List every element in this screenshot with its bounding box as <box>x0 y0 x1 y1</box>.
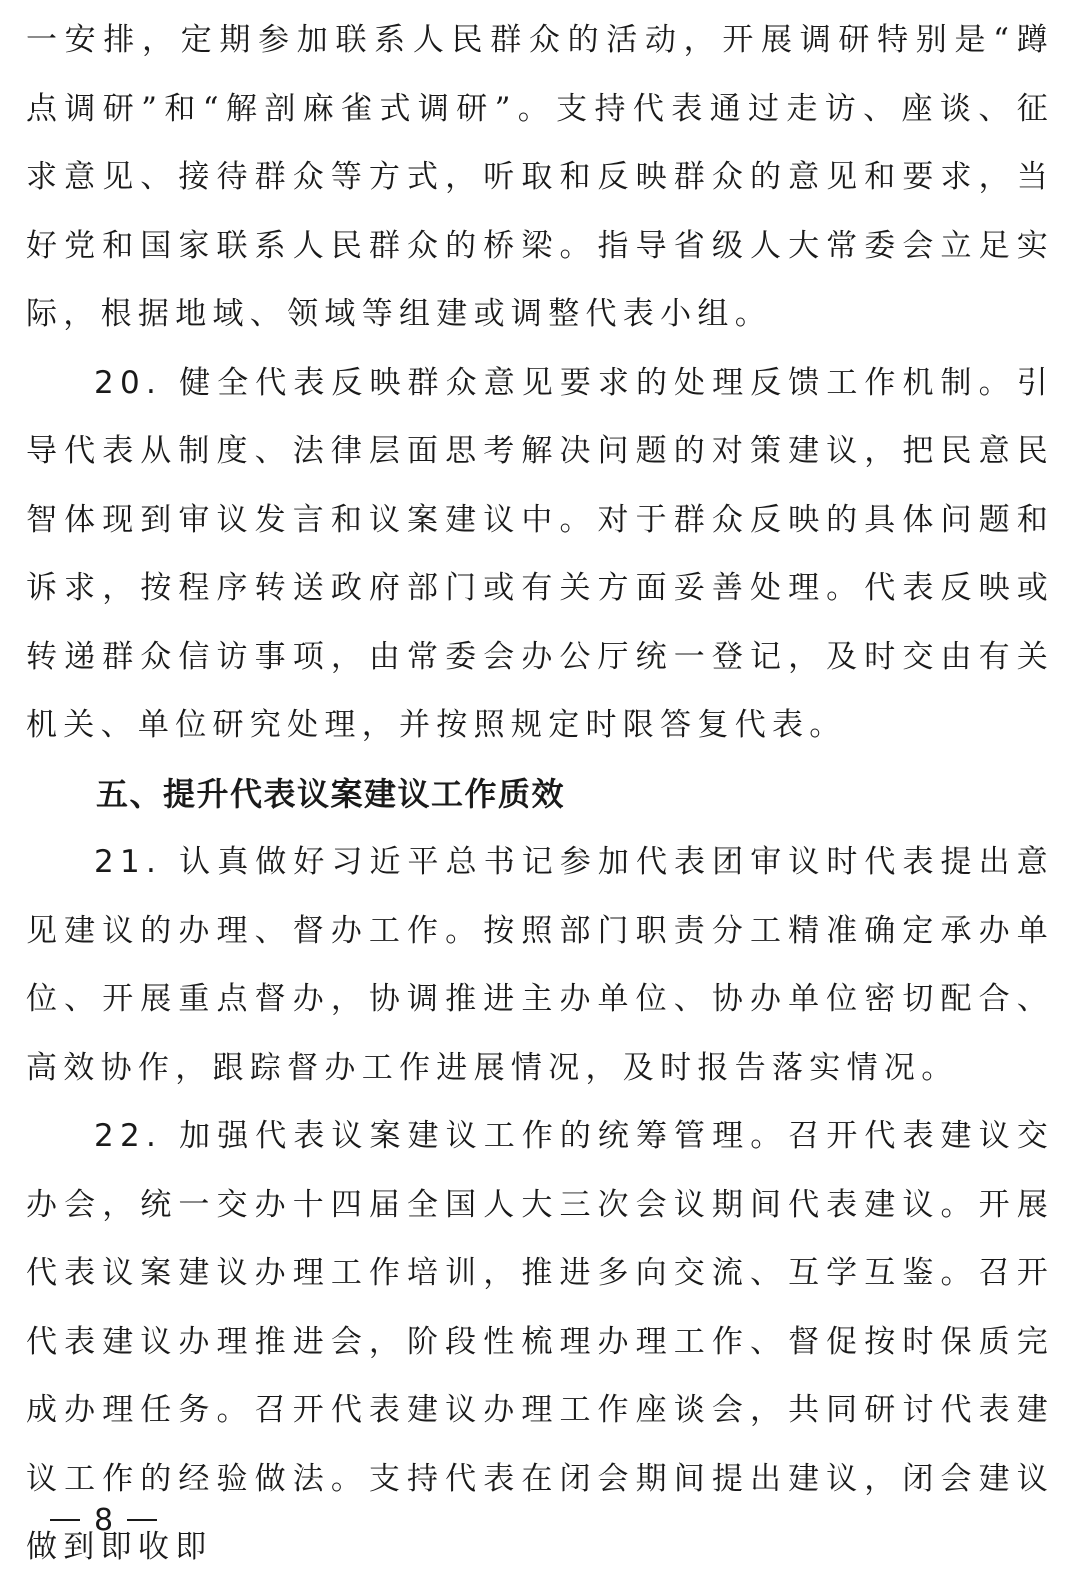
item-21-body: 按照部门职责分工精准确定承办单位、开展重点督办，协调推进主办单位、协办单位密切配合、高效协作，跟踪督办工作进展情况，及时报告落实情况。 <box>26 912 1054 1086</box>
footer-right-dash <box>127 1519 157 1521</box>
item-20-body: 引导代表从制度、法律层面思考解决问题的对策建议，把民意民智体现到审议发言和议案建议中。对于群众反映的具体问题和诉求，按程序转送政府部门或有关方面妥善处理。代表反映或转递群众信访事项，由常委会办公厅统一登记，及时交由有关机关、单位研究处理，并按照规定时限答复代表。 <box>26 364 1054 743</box>
paragraph-item-21 <box>26 828 1054 1102</box>
document-page <box>26 6 1054 1582</box>
item-22-body: 召开代表建议交办会，统一交办十四届全国人大三次会议期间代表建议。开展代表议案建议办理工作培训，推进多向交流、互学互鉴。召开代表建议办理推进会，阶段性梳理办理工作、督促按时保质完成办理任务。召开代表建议办理工作座谈会，共同研讨代表建议工作的经验做法。支持代表在闭会期间提出建议，闭会建议做到即收即 <box>26 1118 1054 1565</box>
footer-left-dash <box>50 1519 80 1521</box>
paragraph-continuation: 一安排，定期参加联系人民群众的活动，开展调研特别是“蹲点调研”和“解剖麻雀式调研”。支持代表通过走访、座谈、征求意见、接待群众等方式，听取和反映群众的意见和要求，当好党和国家联系人民群众的桥梁。指导省级人大常委会立足实际，根据地域、领域等组建或调整代表小组。 <box>26 22 1054 332</box>
page-footer <box>36 1496 171 1544</box>
item-21-lead: 21. 认真做好习近平总书记参加代表团审议时代表提出意见建议的办理、督办工作。 <box>26 844 1054 949</box>
paragraph-item-20 <box>26 349 1054 760</box>
paragraph-item-22 <box>26 1102 1054 1582</box>
item-20-lead: 20. 健全代表反映群众意见要求的处理反馈工作机制。 <box>94 364 1017 401</box>
page-number: 8 <box>94 1502 114 1538</box>
item-22-lead: 22. 加强代表议案建议工作的统筹管理。 <box>94 1118 789 1154</box>
section-heading: 五、提升代表议案建议工作质效 <box>96 774 566 813</box>
